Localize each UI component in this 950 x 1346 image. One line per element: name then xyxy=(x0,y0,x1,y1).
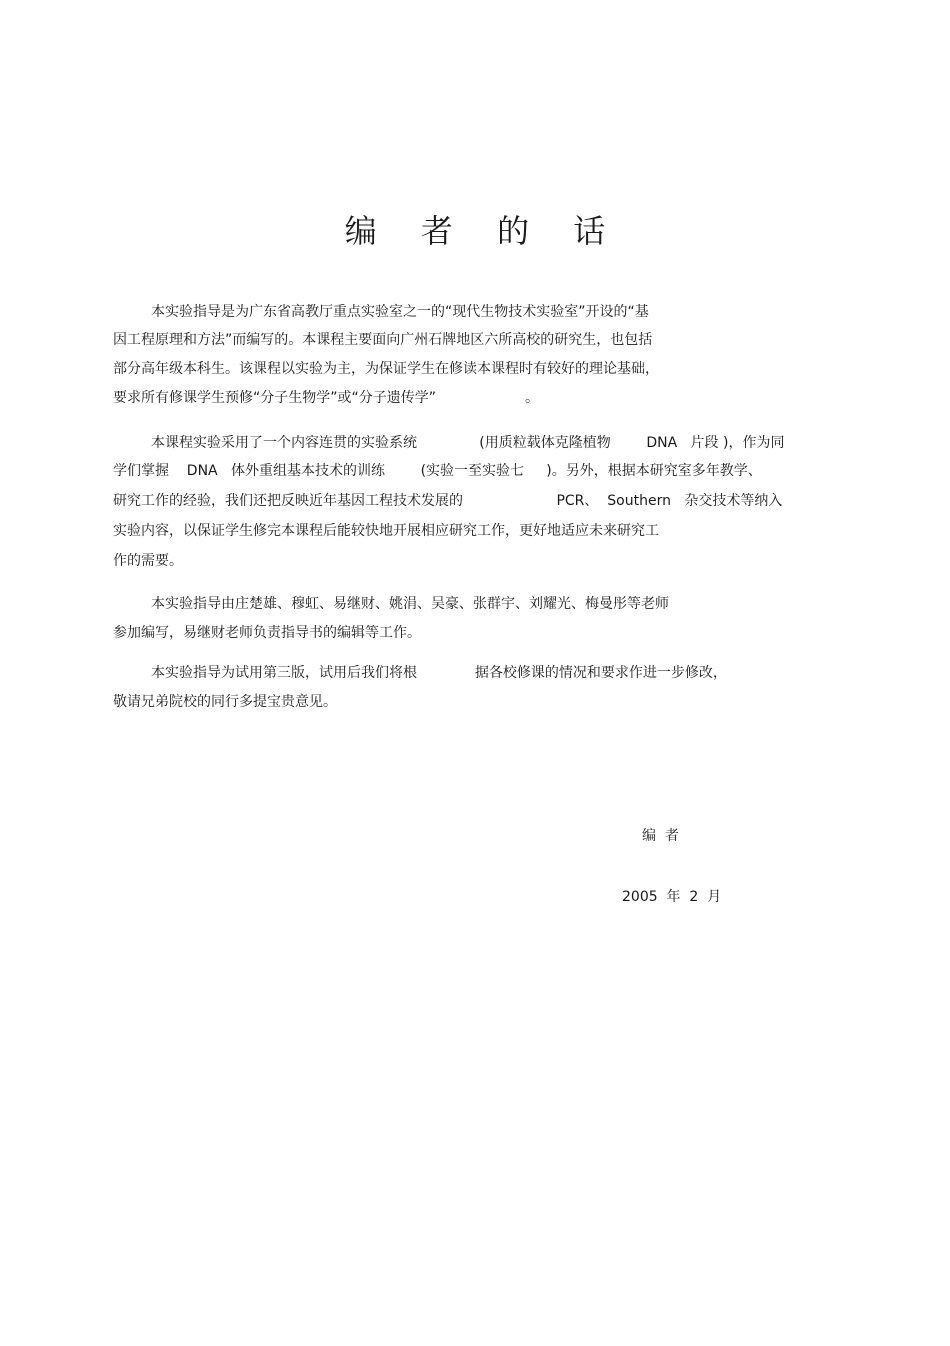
signature-author: 编 者 xyxy=(642,828,679,844)
paragraph-line: 研究工作的经验，我们还把反映近年基因工程技术发展的 PCR、 Southern 杂交技术等纳入 xyxy=(113,493,783,509)
paragraph-line: 学们掌握 DNA 体外重组基本技术的训练 (实验一至实验七 )。另外，根据本研究室多年教学、 xyxy=(113,463,762,479)
paragraph-line: 要求所有修课学生预修“分子生物学”或“分子遗传学” 。 xyxy=(113,390,540,406)
paragraph-line: 因工程原理和方法”而编写的。本课程主要面向广州石牌地区六所高校的研究生，也包括 xyxy=(113,332,653,348)
paragraph-line: 部分高年级本科生。该课程以实验为主，为保证学生在修读本课程时有较好的理论基础， xyxy=(113,361,659,377)
paragraph-line: 本课程实验采用了一个内容连贯的实验系统 (用质粒载体克隆植物 DNA 片段 )，作为同 xyxy=(151,435,785,451)
paragraph-line: 敬请兄弟院校的同行多提宝贵意见。 xyxy=(113,694,337,710)
paragraph-line: 参加编写，易继财老师负责指导书的编辑等工作。 xyxy=(113,625,421,641)
paragraph-line: 实验内容，以保证学生修完本课程后能较快地开展相应研究工作，更好地适应未来研究工 xyxy=(113,523,659,539)
signature-date: 2005 年 2 月 xyxy=(622,889,722,905)
paragraph-line: 作的需要。 xyxy=(113,553,183,569)
page-title: 编 者 的 话 xyxy=(344,212,623,250)
paragraph-line: 本实验指导为试用第三版，试用后我们将根 据各校修课的情况和要求作进一步修改， xyxy=(151,665,727,681)
paragraph-line: 本实验指导是为广东省高教厅重点实验室之一的“现代生物技术实验室”开设的“基 xyxy=(151,304,649,320)
paragraph-line: 本实验指导由庄楚雄、穆虹、易继财、姚涓、吴豪、张群宇、刘耀光、梅曼彤等老师 xyxy=(151,596,669,612)
